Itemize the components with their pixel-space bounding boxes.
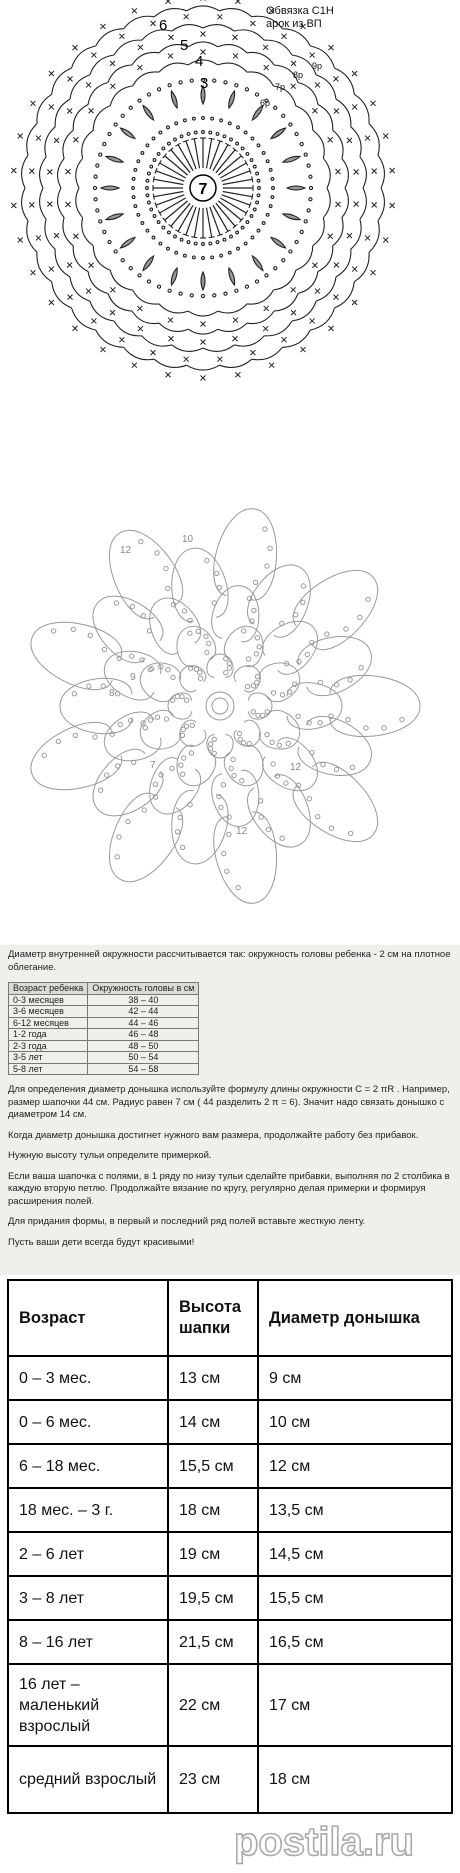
petal-label-7: 12 <box>290 762 302 773</box>
cell-age: 0 – 6 мес. <box>8 1400 168 1444</box>
cell-height: 19 см <box>168 1532 258 1576</box>
crochet-chart-flower <box>0 470 460 945</box>
cell-height: 14 см <box>168 1400 258 1444</box>
cell-circumference: 48 – 50 <box>88 1040 199 1052</box>
cell-age: 0-3 месяцев <box>9 994 88 1006</box>
cell-age: 0 – 3 мес. <box>8 1356 168 1400</box>
table-row <box>9 1006 199 1018</box>
cell-circumference: 46 – 48 <box>88 1029 199 1041</box>
petal-label-6: 9 <box>130 672 136 683</box>
table-row <box>9 1040 199 1052</box>
table-row <box>8 1620 452 1664</box>
cell-age: 6 – 18 мес. <box>8 1444 168 1488</box>
table-row <box>9 1017 199 1029</box>
crochet-chart-circular <box>0 0 460 470</box>
header-crown-diameter: Диаметр донышка <box>258 1280 452 1356</box>
petal-label-5: 8 <box>109 688 115 699</box>
table-header-row <box>9 983 199 995</box>
row-number-4: 4 <box>195 53 204 70</box>
cell-age: 6-12 месяцев <box>9 1017 88 1029</box>
row-number-6: 6 <box>159 17 168 34</box>
cell-height: 23 см <box>168 1746 258 1813</box>
header-circumference: Окружность головы в см <box>88 983 199 995</box>
cell-diameter: 9 см <box>258 1356 452 1400</box>
petal-label-1: 12 <box>120 545 132 556</box>
header-hat-height: Высота шапки <box>168 1280 258 1356</box>
cell-diameter: 16,5 см <box>258 1620 452 1664</box>
cell-age: 1-2 года <box>9 1029 88 1041</box>
table-row <box>8 1488 452 1532</box>
cell-height: 13 см <box>168 1356 258 1400</box>
cell-age: 3-5 лет <box>9 1052 88 1064</box>
cell-circumference: 54 – 58 <box>88 1063 199 1075</box>
cell-diameter: 10 см <box>258 1400 452 1444</box>
table-row <box>9 1052 199 1064</box>
petal-label-4: 12 <box>236 826 248 837</box>
round-label-9: 9р <box>312 61 323 71</box>
petal-label-3: 7 <box>150 760 156 771</box>
header-age: Возраст <box>8 1280 168 1356</box>
cell-diameter: 14,5 см <box>258 1532 452 1576</box>
cell-height: 19,5 см <box>168 1576 258 1620</box>
table-row <box>9 994 199 1006</box>
cell-diameter: 12 см <box>258 1444 452 1488</box>
size-table-wrapper <box>7 1279 453 1814</box>
paragraph-height: Нужную высоту тульи определите примеркой. <box>8 1150 212 1161</box>
row-number-3: 3 <box>200 75 209 92</box>
table-row <box>8 1356 452 1400</box>
cell-age: 2 – 6 лет <box>8 1532 168 1576</box>
head-circumference-table <box>8 982 199 1075</box>
cell-age: 18 мес. – 3 г. <box>8 1488 168 1532</box>
hat-size-table <box>7 1279 453 1814</box>
cell-age: 5-8 лет <box>9 1063 88 1075</box>
cell-age: 3 – 8 лет <box>8 1576 168 1620</box>
cell-diameter: 18 см <box>258 1746 452 1813</box>
cell-height: 18 см <box>168 1488 258 1532</box>
watermark-text: postila.ru <box>234 1820 415 1864</box>
cell-age: средний взрослый <box>8 1746 168 1813</box>
cell-circumference: 42 – 44 <box>88 1006 199 1018</box>
center-number: 7 <box>198 181 208 198</box>
legend-line-1: Обвязка С1Н <box>266 5 334 17</box>
instructions-block <box>0 945 460 1275</box>
paragraph-ribbon: Для придания формы, в первый и последний ряд полей вставьте жесткую ленту. <box>8 1216 366 1227</box>
table-row <box>9 1029 199 1041</box>
cell-diameter: 17 см <box>258 1664 452 1746</box>
cell-age: 2-3 года <box>9 1040 88 1052</box>
cell-age: 8 – 16 лет <box>8 1620 168 1664</box>
legend-line-2: арок из ВП <box>266 18 322 30</box>
table-row <box>8 1444 452 1488</box>
petal-label-2: 10 <box>182 534 194 545</box>
flower-petals <box>31 509 420 903</box>
round-label-7: 7р <box>275 82 286 92</box>
cell-circumference: 44 – 46 <box>88 1017 199 1029</box>
table-row <box>9 1063 199 1075</box>
paragraph-brim: Если ваша шапочка с полями, в 1 ряду по низу тульи сделайте прибавки, выполняя по 2 столбика в каждую вторую петлю. Продолжайте вязание по кругу, регулярно делая примерки и формируя расширения полей. <box>8 1170 450 1207</box>
table-row <box>8 1746 452 1813</box>
table-row <box>8 1400 452 1444</box>
paragraph-wish: Пусть ваши дети всегда будут красивыми! <box>8 1236 195 1248</box>
cell-age: 3-6 месяцев <box>9 1006 88 1018</box>
table-row <box>8 1532 452 1576</box>
cell-circumference: 50 – 54 <box>88 1052 199 1064</box>
cell-height: 15,5 см <box>168 1444 258 1488</box>
table-row <box>8 1664 452 1746</box>
header-age: Возраст ребенка <box>9 983 88 995</box>
round-label-8: 8р <box>293 70 304 80</box>
round-label-6: 6р <box>260 98 271 108</box>
size-table-header <box>8 1280 452 1356</box>
cell-circumference: 38 – 40 <box>88 994 199 1006</box>
paragraph-formula: Для определения диаметр донышка используйте формулу длины окружности C = 2 πR . Например, размер шапочки 44 см. Радиус равен 7 см ( 44 разделить 2 π = 6). Значит надо связать донышко с диаметром 14 см. <box>8 1084 450 1120</box>
paragraph-inner-diameter: Диаметр внутренней окружности рассчитывается так: окружность головы ребенка - 2 см на плотное облегание. <box>8 949 451 973</box>
paragraph-no-increase: Когда диаметр донышка достигнет нужного вам размера, продолжайте работу без прибавок. <box>8 1129 419 1141</box>
table-row <box>8 1576 452 1620</box>
cell-age: 16 лет – маленький взрослый <box>8 1664 168 1746</box>
cell-height: 22 см <box>168 1664 258 1746</box>
cell-diameter: 15,5 см <box>258 1576 452 1620</box>
cell-height: 21,5 см <box>168 1620 258 1664</box>
row-number-5: 5 <box>180 37 189 54</box>
cell-diameter: 13,5 см <box>258 1488 452 1532</box>
postila-watermark <box>230 1815 455 1867</box>
